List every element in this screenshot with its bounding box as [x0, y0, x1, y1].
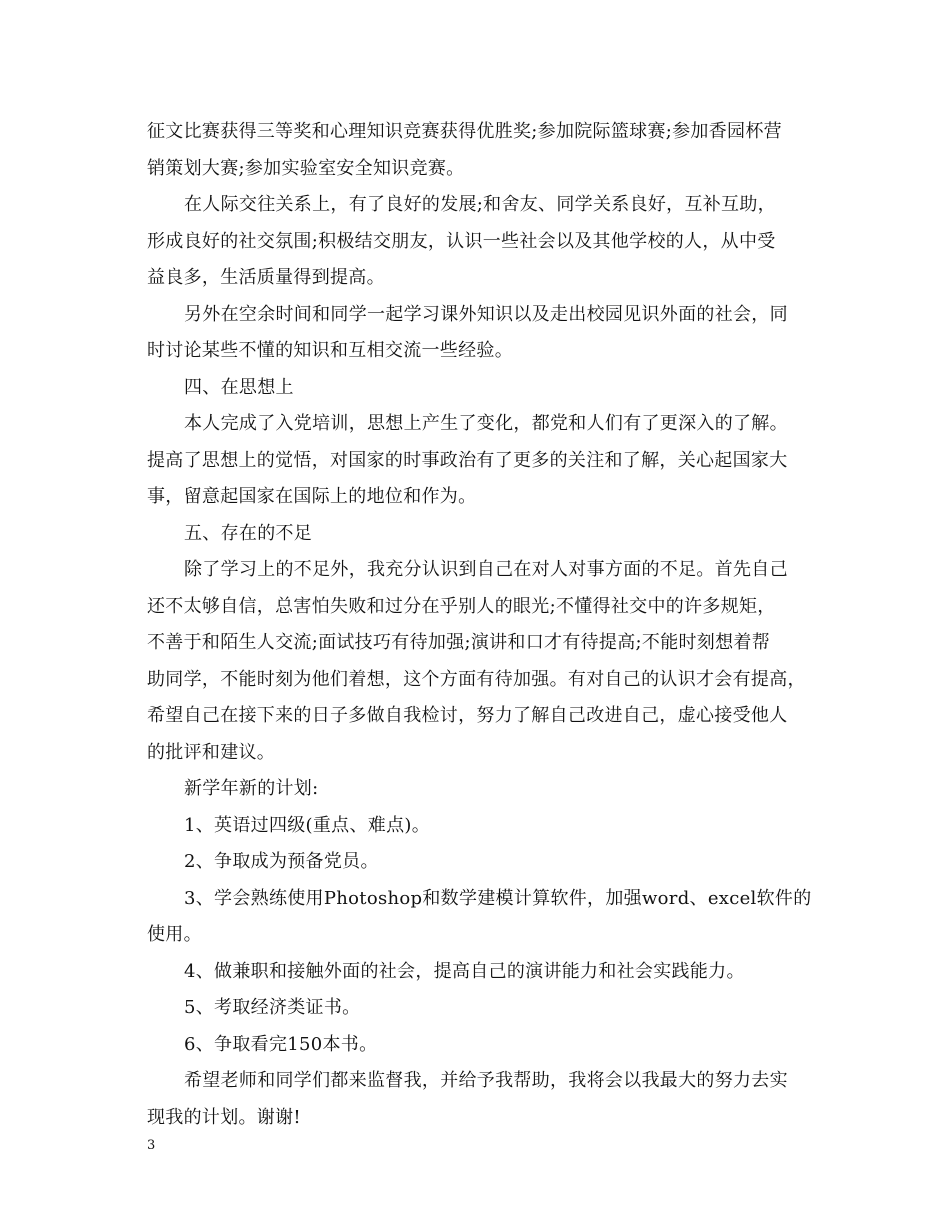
- text-line: 的批评和建议。: [147, 742, 276, 763]
- text-line: 时讨论某些不懂的知识和互相交流一些经验。: [147, 340, 513, 361]
- plan-item: 3、学会熟练使用Photoshop和数学建模计算软件，加强word、excel软件的: [184, 888, 812, 909]
- plan-item: 2、争取成为预备党员。: [184, 851, 379, 872]
- paragraph-start-line: 本人完成了入党培训，思想上产生了变化，都党和人们有了更深入的了解。: [184, 413, 788, 434]
- paragraph-start-line: 希望老师和同学们都来监督我，并给予我帮助，我将会以我最大的努力去实: [184, 1070, 788, 1091]
- text-line: 益良多，生活质量得到提高。: [147, 267, 385, 288]
- page-number: 3: [147, 1138, 156, 1153]
- text-line: 还不太够自信，总害怕失败和过分在乎别人的眼光;不懂得社交中的许多规矩，: [147, 596, 776, 617]
- text-line: 使用。: [147, 924, 202, 945]
- plan-heading: 新学年新的计划:: [184, 778, 319, 799]
- plan-item: 6、争取看完150本书。: [184, 1034, 378, 1055]
- plan-item: 1、英语过四级(重点、难点)。: [184, 815, 430, 836]
- plan-item: 5、考取经济类证书。: [184, 997, 361, 1018]
- paragraph-start-line: 除了学习上的不足外，我充分认识到自己在对人对事方面的不足。首先自己: [184, 559, 788, 580]
- text-line: 征文比赛获得三等奖和心理知识竞赛获得优胜奖;参加院际篮球赛;参加香园杯营: [147, 121, 782, 142]
- text-line: 形成良好的社交氛围;积极结交朋友，认识一些社会以及其他学校的人，从中受: [147, 231, 776, 252]
- plan-item: 4、做兼职和接触外面的社会，提高自己的演讲能力和社会实践能力。: [184, 961, 745, 982]
- text-line: 销策划大赛;参加实验室安全知识竞赛。: [147, 158, 465, 179]
- section-heading: 四、在思想上: [184, 377, 294, 398]
- text-line: 希望自己在接下来的日子多做自我检讨，努力了解自己改进自己，虚心接受他人: [147, 705, 788, 726]
- text-line: 助同学，不能时刻为他们着想，这个方面有待加强。有对自己的认识才会有提高，: [147, 669, 806, 690]
- text-line: 提高了思想上的觉悟，对国家的时事政治有了更多的关注和了解，关心起国家大: [147, 450, 788, 471]
- text-line: 不善于和陌生人交流;面试技巧有待加强;演讲和口才有待提高;不能时刻想着帮: [147, 632, 770, 653]
- paragraph-start-line: 在人际交往关系上，有了良好的发展;和舍友、同学关系良好，互补互助，: [184, 194, 776, 215]
- text-line: 事，留意起国家在国际上的地位和作为。: [147, 486, 477, 507]
- section-heading: 五、存在的不足: [184, 523, 313, 544]
- paragraph-start-line: 另外在空余时间和同学一起学习课外知识以及走出校园见识外面的社会，同: [184, 304, 788, 325]
- text-line: 现我的计划。谢谢!: [147, 1107, 301, 1128]
